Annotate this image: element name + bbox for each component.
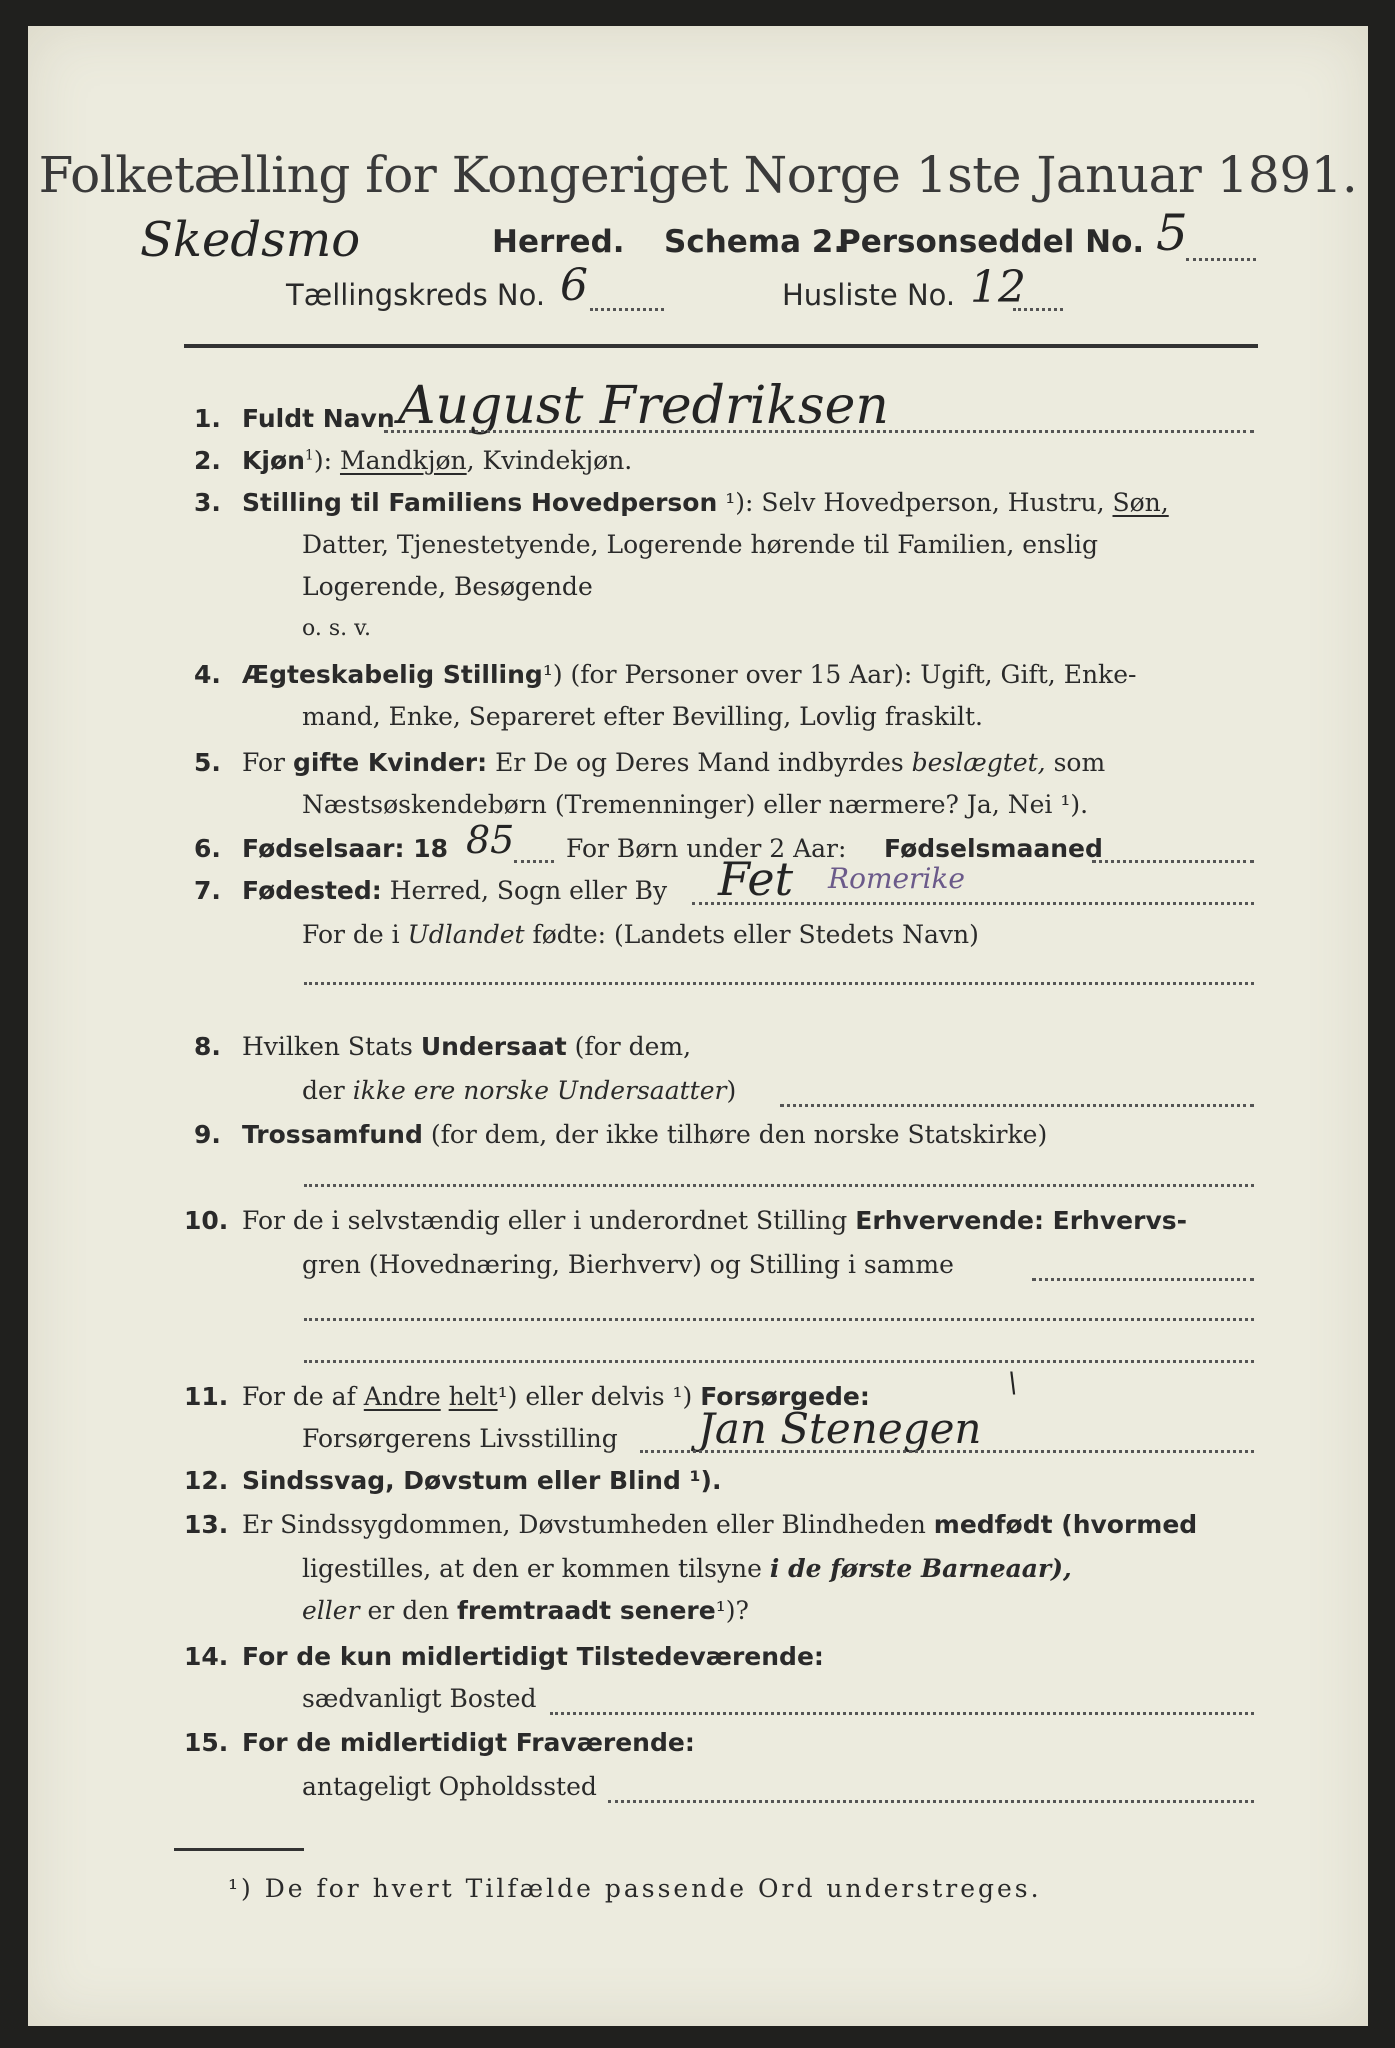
q3-option-son: Søn, <box>1112 488 1169 517</box>
census-form-page <box>28 26 1368 2026</box>
q1-number: 1. <box>194 404 221 433</box>
q11-line1-b: ¹) eller delvis ¹) <box>497 1382 693 1411</box>
q4-number: 4. <box>194 660 221 689</box>
form-title: Folketælling for Kongeriget Norge 1ste Januar 1891. <box>38 146 1358 204</box>
q15-line <box>608 1800 1254 1803</box>
q15-line2: antageligt Opholdssted <box>302 1772 597 1801</box>
taellingskreds-no: 6 <box>560 260 588 311</box>
footnote-rule <box>174 1848 304 1851</box>
q15-number: 15. <box>184 1728 229 1757</box>
q10-line-b <box>304 1318 1254 1321</box>
q7-udlandet: Udlandet <box>407 920 525 949</box>
q5-som: som <box>1053 748 1106 777</box>
q12-label: Sindssvag, Døvstum eller Blind ¹). <box>242 1466 722 1495</box>
q5-line2: Næstsøskendebørn (Tremenninger) eller nærmere? Ja, Nei ¹). <box>302 790 1089 819</box>
q9-number: 9. <box>194 1120 221 1149</box>
husliste-line <box>1013 308 1063 311</box>
q8-line2-c: ) <box>726 1076 737 1105</box>
q13-number: 13. <box>184 1510 229 1539</box>
q9-label: Trossamfund <box>242 1120 423 1149</box>
q10-line2: gren (Hovednæring, Bierhverv) og Stilling i samme <box>302 1250 954 1279</box>
q10-line1-a: For de i selvstændig eller i underordnet Stilling <box>242 1206 848 1235</box>
q7-label: Fødested: <box>242 876 382 905</box>
q11-forsorgede: Forsørgede: <box>700 1382 870 1411</box>
q13-line3-d: ¹)? <box>715 1596 749 1625</box>
q4-label: Ægteskabelig Stilling <box>242 660 543 689</box>
q11-line1-a: For de af <box>242 1382 356 1411</box>
q7-birthplace-region: Romerike <box>828 862 965 895</box>
q7-line2-c: fødte: (Landets eller Stedets Navn) <box>532 920 979 949</box>
q14-number: 14. <box>184 1642 229 1671</box>
q7-number: 7. <box>194 876 221 905</box>
q11-line2: Forsørgerens Livsstilling <box>302 1424 618 1453</box>
q5-question: Er De og Deres Mand indbyrdes <box>495 748 904 777</box>
q12-number: 12. <box>184 1466 229 1495</box>
q13-line1-a: Er Sindssygdommen, Døvstumheden eller Blindheden <box>242 1510 926 1539</box>
q6-year-value: 85 <box>466 818 515 862</box>
taellingskreds-label: Tællingskreds No. <box>286 278 546 312</box>
personseddel-no: 5 <box>1156 204 1188 262</box>
q5-gifte-kvinder: gifte Kvinder: <box>292 748 488 777</box>
q13-line2-a: ligestilles, at den er kommen tilsyne <box>302 1554 762 1583</box>
q8-number: 8. <box>194 1032 221 1061</box>
q9-line <box>304 1184 1254 1187</box>
q3-label: Stilling til Familiens Hovedperson <box>242 488 718 517</box>
q6-year-line <box>514 860 554 863</box>
q5-beslaegtet: beslægtet, <box>911 748 1046 777</box>
footnote: ¹) De for hvert Tilfælde passende Ord understreges. <box>228 1874 1042 1903</box>
q11-number: 11. <box>184 1382 229 1411</box>
husliste-no: 12 <box>970 262 1026 313</box>
herred-label: Herred. <box>492 224 625 260</box>
q2-label: Kjøn <box>242 446 305 475</box>
q9-rest: (for dem, der ikke tilhøre den norske Statskirke) <box>430 1120 1048 1149</box>
q8-line2-b: ikke ere norske Undersaatter <box>352 1076 727 1105</box>
q3-line2: Datter, Tjenestetyende, Logerende hørende til Familien, enslig <box>302 530 1099 559</box>
q7-foreign-line <box>304 982 1254 985</box>
q2-after: ): <box>313 446 333 475</box>
personseddel-line <box>1186 258 1256 261</box>
q6-label: Fødselsaar: 18 <box>242 834 448 863</box>
q8-line1: Hvilken Stats <box>242 1032 413 1061</box>
q11-line <box>640 1450 1254 1453</box>
q5-number: 5. <box>194 748 221 777</box>
husliste-label: Husliste No. <box>782 278 956 312</box>
schema-label: Schema 2. <box>664 224 846 260</box>
q11-helt: helt <box>448 1382 498 1411</box>
q7-label-rest: Herred, Sogn eller By <box>389 876 668 905</box>
q13-line2-b: i de første Barneaar), <box>769 1554 1072 1583</box>
q6-number: 6. <box>194 834 221 863</box>
q14-line2: sædvanligt Bosted <box>302 1684 537 1713</box>
q1-name-value: August Fredriksen <box>398 376 889 436</box>
q8-line <box>780 1104 1254 1107</box>
q6-fodselsmaaned: Fødselsmaaned <box>884 834 1103 863</box>
q3-line4: o. s. v. <box>302 616 371 641</box>
q10-number: 10. <box>184 1206 229 1235</box>
q13-line3-c: fremtraadt senere <box>457 1596 716 1625</box>
taellingskreds-line <box>590 308 664 311</box>
q2-option-mandkjon: Mandkjøn <box>339 446 467 475</box>
q13-line1-b: medfødt (hvormed <box>933 1510 1198 1539</box>
q5-for: For <box>242 748 285 777</box>
q11-mark: \ <box>1008 1366 1018 1399</box>
q11-andre: Andre <box>363 1382 441 1411</box>
q7-birthplace-value: Fet <box>718 852 794 906</box>
q6-month-line <box>1092 860 1254 863</box>
q8-undersaat: Undersaat <box>420 1032 567 1061</box>
q2-option-kvindekjon: , Kvindekjøn. <box>466 446 633 475</box>
q14-line1: For de kun midlertidigt Tilstedeværende: <box>242 1642 824 1671</box>
q3-line3: Logerende, Besøgende <box>302 572 593 601</box>
q13-line3-a: eller <box>302 1596 360 1625</box>
q4-line2: mand, Enke, Separeret efter Bevilling, Lovlig fraskilt. <box>302 702 983 731</box>
q6-rest: For Børn under 2 Aar: <box>566 834 847 863</box>
q10-line1-b: Erhvervende: Erhvervs- <box>855 1206 1187 1235</box>
q7-line <box>692 902 1254 905</box>
q1-line <box>384 430 1254 433</box>
q1-label: Fuldt Navn <box>242 404 395 433</box>
header-rule <box>184 344 1258 348</box>
herred-handwritten: Skedsmo <box>140 212 361 268</box>
q2-sup: 1 <box>304 447 314 464</box>
q11-provider-value: Jan Stenegen <box>698 1404 982 1453</box>
personseddel-label: Personseddel No. <box>838 224 1145 260</box>
q8-line1-c: (for dem, <box>574 1032 692 1061</box>
q3-line1-rest: ¹): Selv Hovedperson, Hustru, <box>725 488 1105 517</box>
q4-line1-rest: ¹) (for Personer over 15 Aar): Ugift, Gift, Enke- <box>542 660 1137 689</box>
q13-line3-b: er den <box>367 1596 450 1625</box>
q2-number: 2. <box>194 446 221 475</box>
q10-line-a <box>1032 1278 1254 1281</box>
q10-line-c <box>304 1360 1254 1363</box>
q15-line1: For de midlertidigt Fraværende: <box>242 1728 695 1757</box>
q14-line <box>550 1712 1254 1715</box>
q8-line2-a: der <box>302 1076 345 1105</box>
q7-line2-a: For de i <box>302 920 400 949</box>
q3-number: 3. <box>194 488 221 517</box>
